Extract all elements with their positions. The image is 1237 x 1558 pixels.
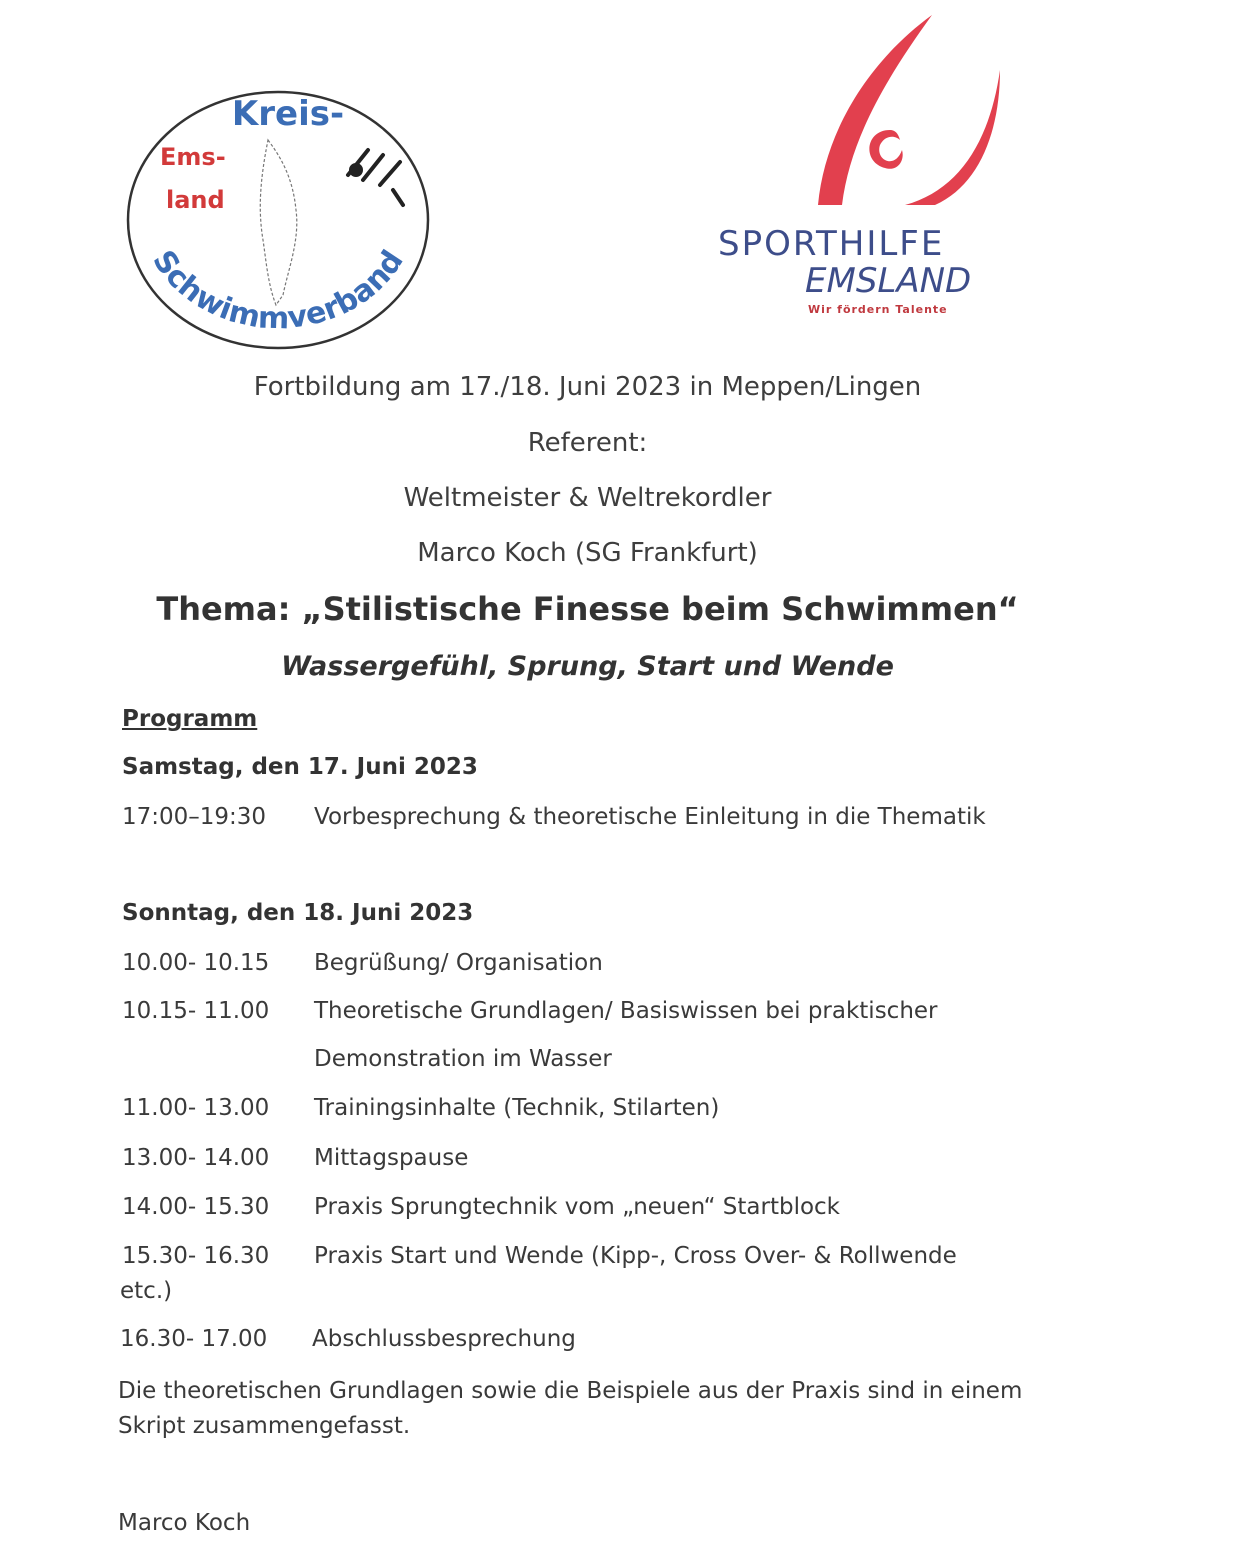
signature: Marco Koch [118, 1510, 251, 1536]
schedule-time: 10.15- 11.00 [122, 998, 270, 1024]
logo-text-ems: Ems- [160, 143, 226, 171]
event-line: Fortbildung am 17./18. Juni 2023 in Meppen/Lingen [253, 372, 922, 402]
schedule-time: 16.30- 17.00 [120, 1326, 268, 1352]
schedule-desc: Vorbesprechung & theoretische Einleitung in die Thematik [314, 804, 986, 830]
schedule-time: 13.00- 14.00 [122, 1145, 270, 1171]
schedule-desc: Theoretische Grundlagen/ Basiswissen bei praktischer [314, 998, 938, 1024]
logo-text-schwimmverband: Schwimmverband [145, 244, 411, 337]
schedule-time: 11.00- 13.00 [122, 1095, 270, 1121]
schedule-desc: Abschlussbesprechung [312, 1326, 576, 1352]
schedule-time: 14.00- 15.30 [122, 1194, 270, 1220]
theme-subtitle: Wassergefühl, Sprung, Start und Wende [281, 651, 894, 682]
swimmer-icon [348, 150, 403, 205]
tagline-text: Wir fördern Talente [808, 303, 948, 316]
schedule-desc: Demonstration im Wasser [314, 1046, 612, 1072]
schedule-desc: Begrüßung/ Organisation [314, 950, 603, 976]
kreis-emsland-schwimmverband-logo [118, 80, 438, 360]
emsland-text: EMSLAND [805, 261, 972, 301]
schedule-desc: Mittagspause [314, 1145, 469, 1171]
schedule-time: 17:00–19:30 [122, 804, 267, 830]
theme-title: Thema: „Stilistische Finesse beim Schwimmen“ [156, 590, 1019, 628]
speaker-name: Marco Koch (SG Frankfurt) [417, 538, 758, 568]
speaker-label: Referent: [527, 428, 648, 458]
sporthilfe-text: SPORTHILFE [718, 224, 945, 264]
schedule-desc: Trainingsinhalte (Technik, Stilarten) [314, 1095, 720, 1121]
sporthilfe-emsland-logo [700, 10, 1020, 330]
schedule-time: 10.00- 10.15 [122, 950, 270, 976]
speaker-title: Weltmeister & Weltrekordler [403, 483, 772, 513]
program-heading: Programm [122, 706, 258, 732]
closing-note: Die theoretischen Grundlagen sowie die Beispiele aus der Praxis sind in einem Skript zusammengefasst. [118, 1378, 1023, 1439]
schedule-desc-wrap: etc.) [120, 1278, 173, 1304]
logo-text-land: land [166, 186, 225, 214]
schedule-desc: Praxis Start und Wende (Kipp-, Cross Over- & Rollwende [314, 1243, 957, 1269]
saturday-heading: Samstag, den 17. Juni 2023 [122, 754, 478, 780]
sunday-heading: Sonntag, den 18. Juni 2023 [122, 900, 474, 926]
logo-text-kreis: Kreis- [231, 94, 345, 134]
schedule-time: 15.30- 16.30 [122, 1243, 270, 1269]
schedule-desc: Praxis Sprungtechnik vom „neuen“ Startblock [314, 1194, 841, 1220]
flame-icon [818, 15, 1000, 205]
